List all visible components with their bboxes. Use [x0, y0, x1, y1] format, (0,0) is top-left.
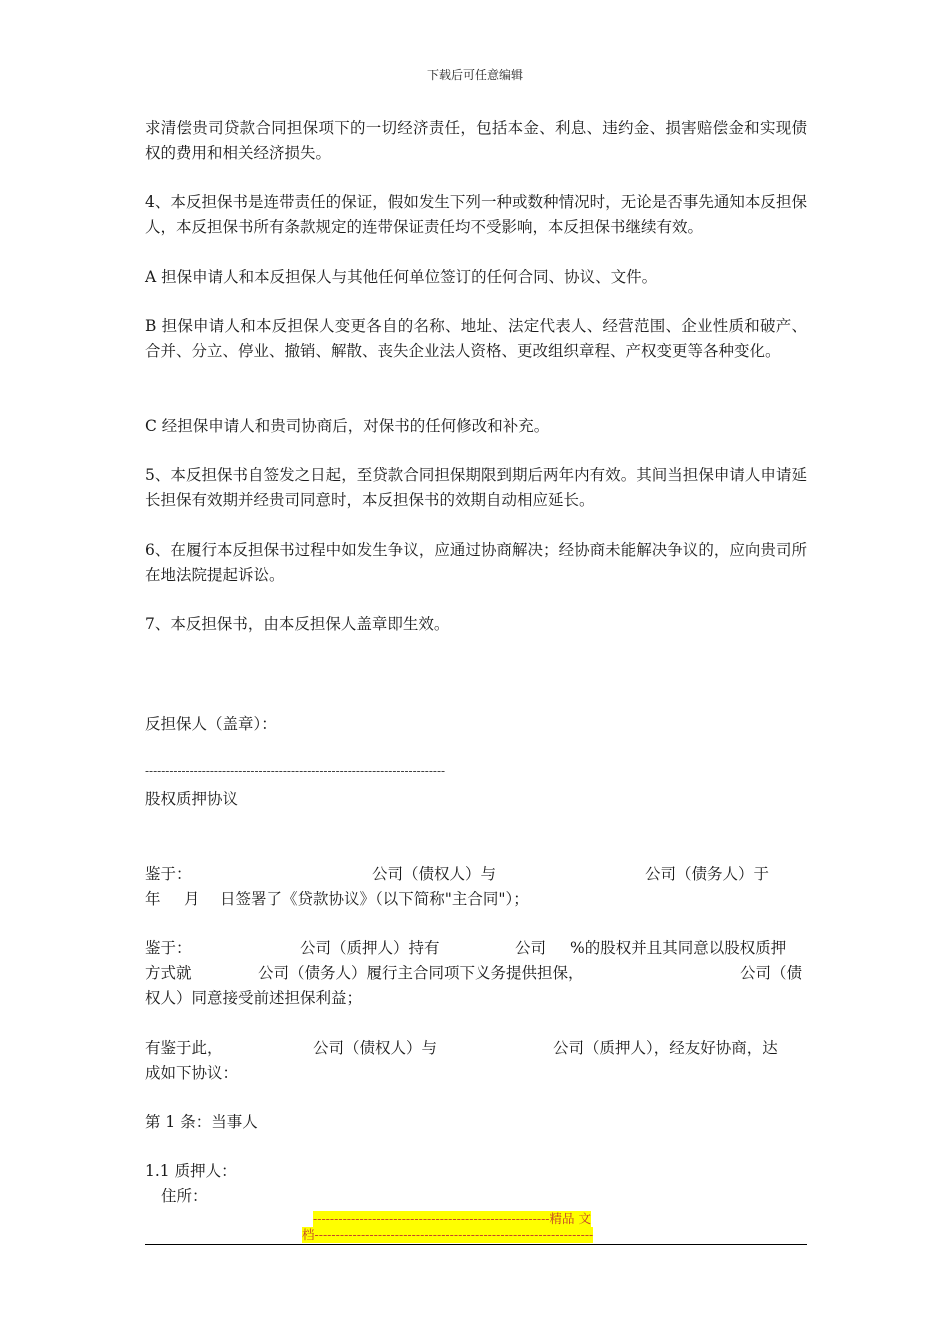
recital-2-percent: %的股权并且其同意以股权质押: [570, 939, 787, 957]
article-1-1-heading: 1.1 质押人：: [145, 1162, 237, 1180]
recital-2-accept: 权人）同意接受前述担保利益；: [145, 989, 363, 1007]
paragraph: 求清偿贵司贷款合同担保项下的一切经济责任，包括本金、利息、违约金、损害赔偿金和实现债权的费用和相关经济损失。: [145, 119, 807, 162]
recital-3-label: 有鉴于此，: [145, 1039, 223, 1057]
separator-line: --------------------------------------------------------------------------: [145, 764, 446, 778]
paragraph: 7、本反担保书，由本反担保人盖章即生效。: [145, 615, 450, 633]
paragraph: 6、在履行本反担保书过程中如发生争议，应通过协商解决；经协商未能解决争议的，应向贵司所在地法院提起诉讼。: [145, 541, 807, 584]
recital-3-pledgor: 公司（质押人），经友好协商，达: [553, 1039, 778, 1057]
document-title: 股权质押协议: [145, 790, 239, 808]
recital-1-creditor: 公司（债权人）与: [372, 865, 497, 883]
page-header: 下载后可任意编辑: [426, 68, 523, 82]
recital-1-label: 鉴于：: [145, 865, 192, 883]
recital-2-label: 鉴于：: [145, 939, 192, 957]
recital-2-company: 公司: [515, 939, 547, 957]
footer-watermark-line1: --------------------------------------------------------精品 文: [313, 1211, 591, 1226]
recital-1-date: 日签署了《贷款协议》（以下简称"主合同"）；: [220, 890, 529, 908]
article-1-heading: 第 1 条：当事人: [145, 1113, 258, 1131]
recital-3-agree: 成如下协议：: [145, 1064, 239, 1082]
footer-rule: [145, 1244, 807, 1245]
recital-3-creditor: 公司（债权人）与: [313, 1039, 438, 1057]
paragraph: 5、本反担保书自签发之日起，至贷款合同担保期限到期后两年内有效。其间当担保申请人申请延长担保有效期并经贵司同意时，本反担保书的效期自动相应延长。: [145, 466, 807, 509]
footer-watermark-line2: 档------------------------------------------------------------------: [302, 1227, 594, 1242]
address-label: 住所：: [161, 1187, 208, 1205]
recital-2-creditor: 公司（债: [740, 964, 803, 982]
signature-line: 反担保人（盖章）：: [145, 715, 277, 733]
recital-2-manner: 方式就: [145, 964, 192, 982]
recital-1-debtor: 公司（债务人）于: [645, 865, 770, 883]
recital-1-year: 年: [145, 890, 161, 908]
recital-2-debtor: 公司（债务人）履行主合同项下义务提供担保，: [258, 964, 584, 982]
paragraph: B 担保申请人和本反担保人变更各自的名称、地址、法定代表人、经营范围、企业性质和破产、合并、分立、停业、撤销、解散、丧失企业法人资格、更改组织章程、产权变更等各种变化。: [145, 317, 807, 360]
recital-2-pledgor: 公司（质押人）持有: [300, 939, 440, 957]
paragraph: C 经担保申请人和贵司协商后，对保书的任何修改和补充。: [145, 417, 550, 435]
paragraph: A 担保申请人和本反担保人与其他任何单位签订的任何合同、协议、文件。: [145, 268, 658, 286]
paragraph: 4、本反担保书是连带责任的保证，假如发生下列一种或数种情况时，无论是否事先通知本反担保人，本反担保书所有条款规定的连带保证责任均不受影响，本反担保书继续有效。: [145, 193, 807, 236]
recital-1-month: 月: [184, 890, 200, 908]
